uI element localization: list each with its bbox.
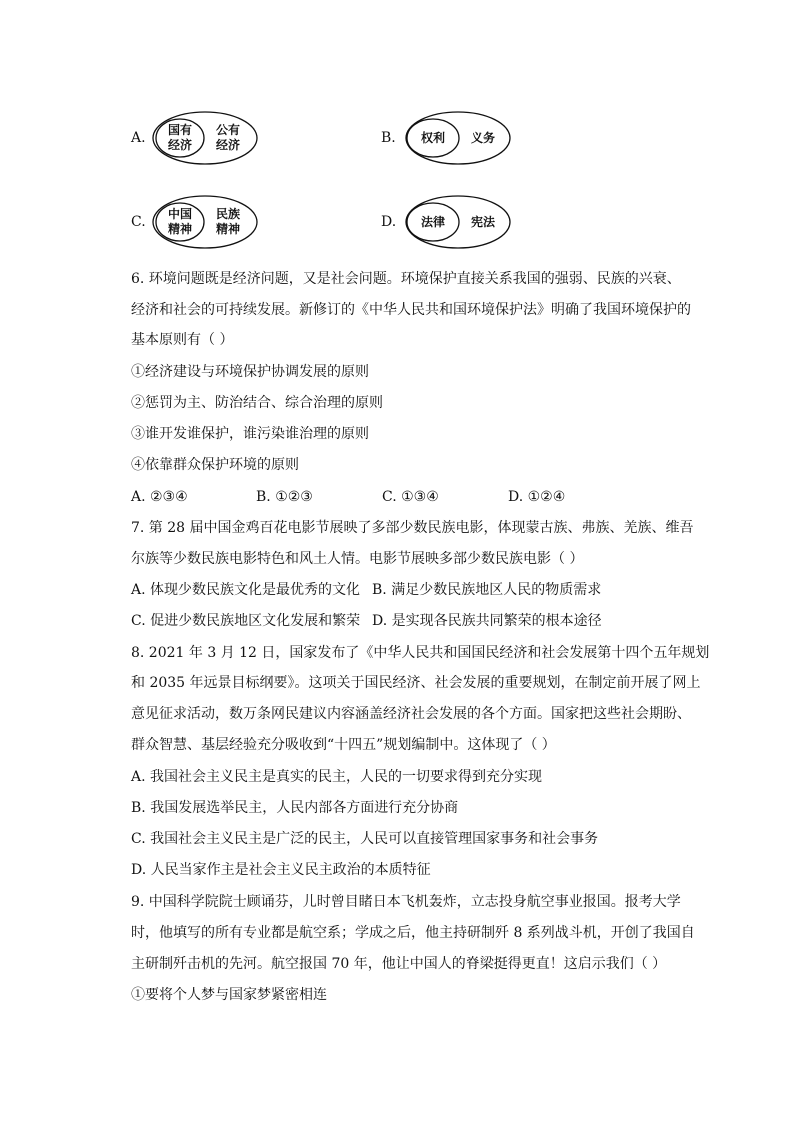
q6-option-b[interactable]: B. ①②③ <box>256 489 313 505</box>
inner-text: 中国 <box>167 207 193 221</box>
inner-text: 法律 <box>420 215 446 229</box>
q9-item: ①要将个人梦与国家梦紧密相连 <box>131 987 327 1003</box>
q6-item: ①经济建设与环境保护协调发展的原则 <box>131 364 369 380</box>
outer-text: 精神 <box>215 222 241 236</box>
outer-text: 民族 <box>215 207 241 221</box>
outer-text: 公有 <box>215 123 241 137</box>
q6-option-c[interactable]: C. ①③④ <box>382 489 439 505</box>
q8-stem-line: 群众智慧、基层经验充分吸收到“十四五”规划编制中。这体现了（ ） <box>131 737 556 753</box>
option-label: C. <box>131 214 146 230</box>
q8-stem-line: 和 2035 年远景目标纲要》。这项关于国民经济、社会发展的重要规划，在制定前开展了网上 <box>131 675 701 691</box>
q8-stem-line: 意见征求活动，数万条网民建议内容涵盖经济社会发展的各个方面。国家把这些社会期盼、 <box>131 706 691 722</box>
q8-stem-line: 8. 2021 年 3 月 12 日，国家发布了《中华人民共和国国民经济和社会发展第十四个五年规划 <box>131 645 710 661</box>
q7-option-c[interactable]: C. 促进少数民族地区文化发展和繁荣 <box>131 613 361 629</box>
q9-stem-line: 时，他填写的所有专业都是航空系；学成之后，他主持研制歼 8 系列战斗机，开创了我国自 <box>131 925 695 941</box>
q8-option-b[interactable]: B. 我国发展选举民主，人民内部各方面进行充分协商 <box>131 800 459 816</box>
outer-text: 经济 <box>215 138 241 152</box>
venn-diagram-d <box>403 194 513 250</box>
q7-stem-line: 7. 第 28 届中国金鸡百花电影节展映了多部少数民族电影，体现蒙古族、弗族、羌族、维吾 <box>131 520 694 536</box>
q7-option-d[interactable]: D. 是实现各民族共同繁荣的根本途径 <box>372 613 602 629</box>
q6-option-a[interactable]: A. ②③④ <box>131 489 188 505</box>
inner-text: 国有 <box>167 123 193 137</box>
q8-option-a[interactable]: A. 我国社会主义民主是真实的民主，人民的一切要求得到充分实现 <box>131 769 543 785</box>
inner-text: 经济 <box>167 138 193 152</box>
q7-stem-line: 尔族等少数民族电影特色和风土人情。电影节展映多部少数民族电影（ ） <box>131 551 584 567</box>
venn-diagram-b <box>403 110 513 166</box>
q6-stem-line: 6. 环境问题既是经济问题，又是社会问题。环境保护直接关系我国的强弱、民族的兴衰、 <box>131 271 681 287</box>
q6-stem-line: 基本原则有（ ） <box>131 332 234 348</box>
q6-item: ③谁开发谁保护，谁污染谁治理的原则 <box>131 426 369 442</box>
inner-text: 精神 <box>167 222 193 236</box>
q8-option-c[interactable]: C. 我国社会主义民主是广泛的民主，人民可以直接管理国家事务和社会事务 <box>131 831 599 847</box>
inner-text: 权利 <box>420 131 446 145</box>
option-label: B. <box>381 130 396 146</box>
option-label: D. <box>381 214 397 230</box>
outer-text: 宪法 <box>470 215 496 229</box>
option-label: A. <box>131 130 146 146</box>
q9-stem-line: 主研制歼击机的先河。航空报国 70 年，他让中国人的脊梁挺得更直！这启示我们（ ） <box>131 956 667 972</box>
q7-option-b[interactable]: B. 满足少数民族地区人民的物质需求 <box>372 582 602 598</box>
q8-option-d[interactable]: D. 人民当家作主是社会主义民主政治的本质特征 <box>131 862 431 878</box>
q6-option-d[interactable]: D. ①②④ <box>508 489 566 505</box>
q6-item: ④依靠群众保护环境的原则 <box>131 457 299 473</box>
q7-option-a[interactable]: A. 体现少数民族文化是最优秀的文化 <box>131 582 361 598</box>
venn-diagram-c <box>150 194 260 250</box>
q6-item: ②惩罚为主、防治结合、综合治理的原则 <box>131 395 383 411</box>
venn-diagram-a <box>150 110 260 166</box>
q6-stem-line: 经济和社会的可持续发展。新修订的《中华人民共和国环境保护法》明确了我国环境保护的 <box>131 302 691 318</box>
q9-stem-line: 9. 中国科学院院士顾诵芬，儿时曾目睹日本飞机轰炸，立志投身航空事业报国。报考大学 <box>131 894 681 910</box>
outer-text: 义务 <box>470 131 496 145</box>
